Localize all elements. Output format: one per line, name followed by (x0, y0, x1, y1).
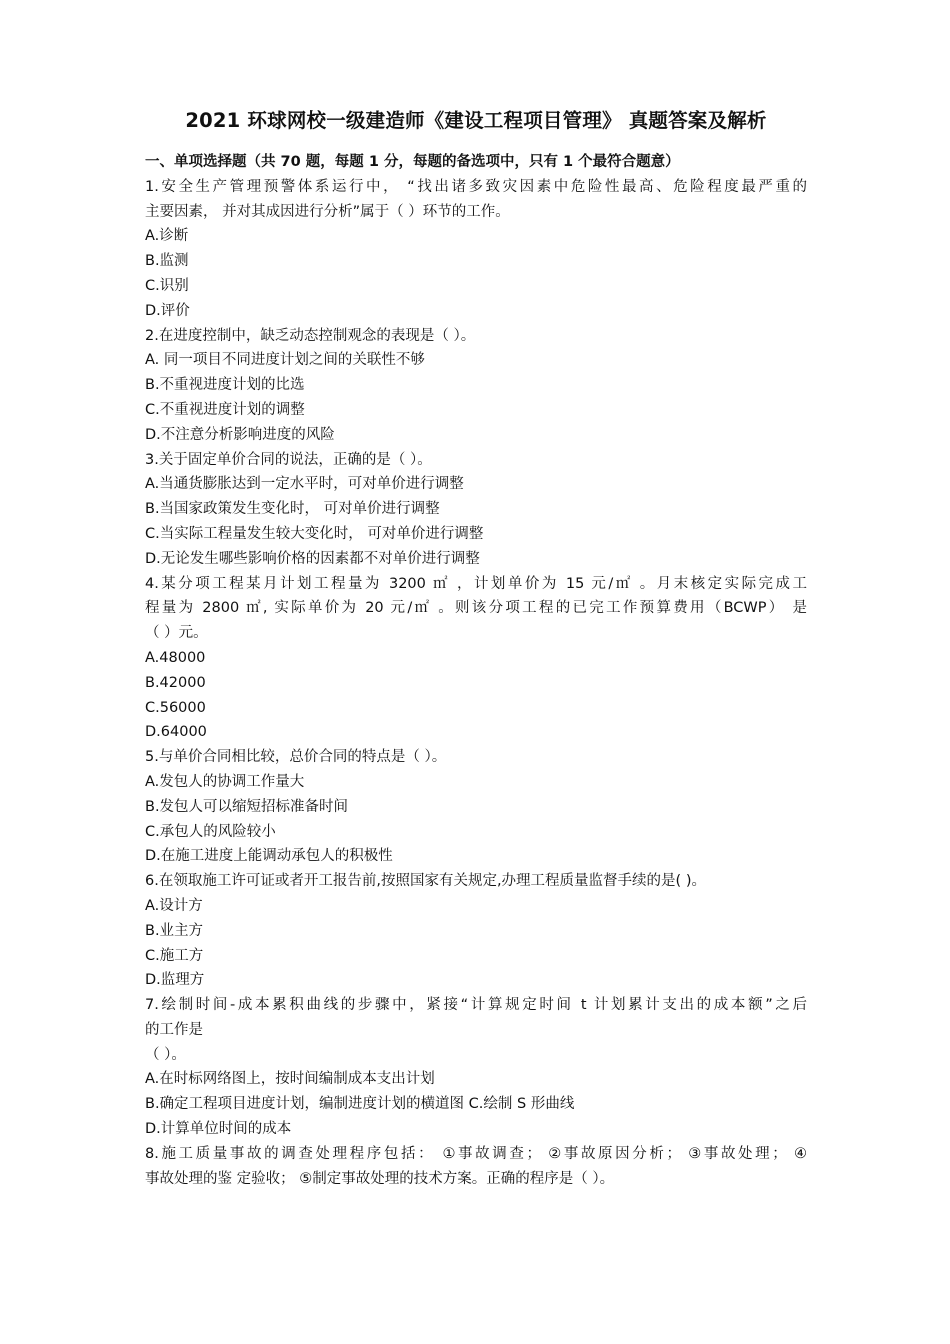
question-2-option-c: C.不重视进度计划的调整 (145, 401, 305, 418)
question-1-option-c: C.识别 (145, 277, 189, 294)
question-3-option-d: D.无论发生哪些影响价格的因素都不对单价进行调整 (145, 550, 480, 567)
question-5-option-b: B.发包人可以缩短招标准备时间 (145, 798, 349, 815)
question-7-option-a: A.在时标网络图上，按时间编制成本支出计划 (145, 1071, 435, 1088)
question-4-option-b: B.42000 (145, 674, 206, 691)
question-1-text-line-2: 主要因素， 并对其成因进行分析”属于（ ）环节的工作。 (145, 203, 510, 220)
question-2-option-a: A. 同一项目不同进度计划之间的关联性不够 (145, 352, 425, 369)
question-4-text-line-2: 程量为 2800 ㎡, 实际单价为 20 元/㎡ 。则该分项工程的已完工作预算费用（BCWP） 是 (145, 600, 807, 617)
question-6-option-a: A.设计方 (145, 897, 203, 914)
question-7-option-b-c: B.确定工程项目进度计划，编制进度计划的横道图 C.绘制 S 形曲线 (145, 1096, 575, 1113)
document-title: 2021 环球网校一级建造师《建设工程项目管理》 真题答案及解析 (185, 109, 767, 132)
question-2-option-d: D.不注意分析影响进度的风险 (145, 426, 335, 443)
question-2-text: 2.在进度控制中，缺乏动态控制观念的表现是（ ）。 (145, 327, 476, 344)
question-5-text: 5.与单价合同相比较，总价合同的特点是（ ）。 (145, 749, 447, 766)
question-4-option-c: C.56000 (145, 699, 206, 716)
question-8-text-line-1: 8.施工质量事故的调查处理程序包括： ①事故调查； ②事故原因分析； ③事故处理； ④ (145, 1145, 807, 1162)
question-5-option-c: C.承包人的风险较小 (145, 823, 276, 840)
question-7-text-line-1: 7.绘制时间-成本累积曲线的步骤中，紧接“计算规定时间 t 计划累计支出的成本额”之后 (145, 997, 807, 1014)
question-2-option-b: B.不重视进度计划的比选 (145, 377, 305, 394)
question-1-option-b: B.监测 (145, 253, 189, 270)
question-1-text-line-1: 1.安全生产管理预警体系运行中， “找出诸多致灾因素中危险性最高、危险程度最严重的 (145, 178, 807, 195)
question-6-text: 6.在领取施工许可证或者开工报告前,按照国家有关规定,办理工程质量监督手续的是( )。 (145, 873, 706, 890)
question-7-text-line-3: （ ）。 (145, 1046, 186, 1063)
question-3-option-b: B.当国家政策发生变化时， 可对单价进行调整 (145, 501, 440, 518)
question-6-option-d: D.监理方 (145, 972, 205, 989)
question-5-option-d: D.在施工进度上能调动承包人的积极性 (145, 848, 393, 865)
question-5-option-a: A.发包人的协调工作量大 (145, 773, 305, 790)
question-8-text-line-2: 事故处理的鉴 定验收； ⑤制定事故处理的技术方案。正确的程序是（ ）。 (145, 1170, 615, 1187)
question-1-option-d: D.评价 (145, 302, 190, 319)
question-3-option-c: C.当实际工程量发生较大变化时， 可对单价进行调整 (145, 525, 484, 542)
question-6-option-c: C.施工方 (145, 947, 204, 964)
question-4-option-d: D.64000 (145, 724, 207, 741)
question-1-option-a: A.诊断 (145, 228, 189, 245)
document-page (145, 108, 807, 1191)
question-4-text-line-1: 4.某分项工程某月计划工程量为 3200 ㎡ ，计划单价为 15 元/㎡ 。月末核定实际完成工 (145, 575, 807, 592)
question-4-option-a: A.48000 (145, 649, 206, 666)
question-6-option-b: B.业主方 (145, 922, 204, 939)
question-4-text-line-3: （ ）元。 (145, 625, 208, 642)
section-heading: 一、单项选择题（共 70 题，每题 1 分，每题的备选项中，只有 1 个最符合题意） (145, 154, 680, 170)
question-7-text-line-2: 的工作是 (145, 1021, 203, 1038)
question-7-option-d: D.计算单位时间的成本 (145, 1121, 292, 1138)
question-3-option-a: A.当通货膨胀达到一定水平时，可对单价进行调整 (145, 476, 464, 493)
question-3-text: 3.关于固定单价合同的说法，正确的是（ ）。 (145, 451, 432, 468)
